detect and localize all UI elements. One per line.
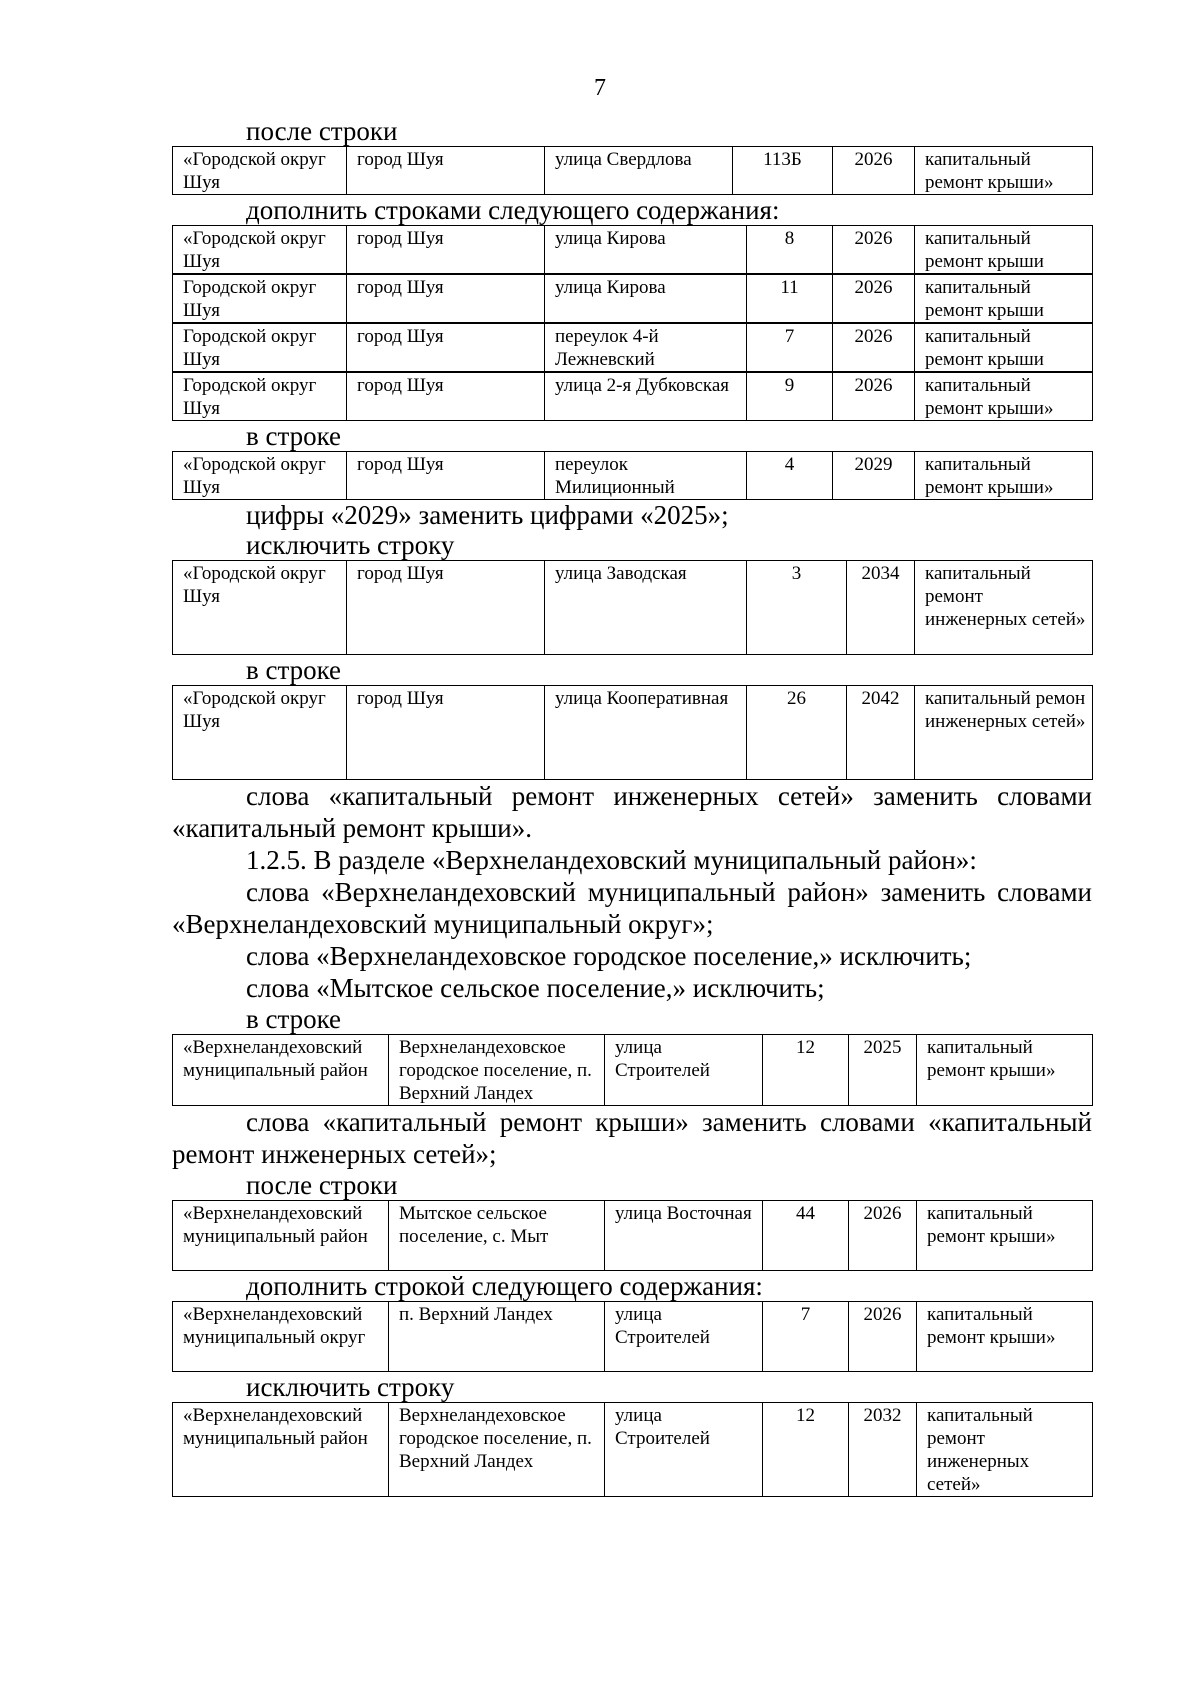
work-type-cell: капитальный ремонт крыши xyxy=(915,324,1093,372)
amendment-paragraph: слова «капитальный ремонт инженерных сетей» заменить словами «капитальный ремонт крыши». xyxy=(172,781,1092,843)
settlement-cell: город Шуя xyxy=(347,452,545,500)
year-cell: 2026 xyxy=(849,1302,917,1372)
work-type-cell: капитальный ремон инженерных сетей» xyxy=(915,686,1093,780)
street-cell: улица Кирова xyxy=(545,275,747,323)
amendment-paragraph: слова «капитальный ремонт крыши» заменить словами «капитальный ремонт инженерных сетей»; xyxy=(172,1107,1092,1169)
house-number-cell: 12 xyxy=(763,1403,849,1497)
work-type-cell: капитальный ремонт инженерных сетей» xyxy=(915,561,1093,655)
work-type-cell: капитальный ремонт крыши xyxy=(915,275,1093,323)
settlement-cell: город Шуя xyxy=(347,147,545,195)
table-row xyxy=(172,1200,1093,1271)
street-cell: улица Строителей xyxy=(605,1035,763,1106)
document-body xyxy=(172,116,1092,1497)
work-type-cell: капитальный ремонт крыши» xyxy=(917,1302,1093,1372)
year-cell: 2026 xyxy=(833,147,915,195)
table-row xyxy=(172,560,1093,655)
year-cell: 2026 xyxy=(833,275,915,323)
municipality-cell: «Городской округ Шуя xyxy=(173,452,347,500)
work-type-cell: капитальный ремонт крыши» xyxy=(915,147,1093,195)
municipality-cell: «Городской округ Шуя xyxy=(173,147,347,195)
year-cell: 2026 xyxy=(833,324,915,372)
settlement-cell: город Шуя xyxy=(347,226,545,274)
house-number-cell: 7 xyxy=(763,1302,849,1372)
year-cell: 2042 xyxy=(847,686,915,780)
year-cell: 2025 xyxy=(849,1035,917,1106)
page-number: 7 xyxy=(594,75,606,101)
table-row xyxy=(172,225,1093,274)
amendment-paragraph: 1.2.5. В разделе «Верхнеландеховский муниципальный район»: xyxy=(246,845,977,875)
table-row xyxy=(172,1402,1093,1497)
year-cell: 2032 xyxy=(849,1403,917,1497)
year-cell: 2026 xyxy=(833,373,915,421)
table-row xyxy=(172,1301,1093,1372)
house-number-cell: 7 xyxy=(747,324,833,372)
amendment-paragraph: слова «Верхнеландеховский муниципальный район» заменить словами «Верхнеландеховский муниципальный округ»; xyxy=(172,877,1092,939)
municipality-cell: «Верхнеландеховский муниципальный район xyxy=(173,1403,389,1497)
instruction-label: дополнить строками следующего содержания: xyxy=(246,195,780,225)
year-cell: 2029 xyxy=(833,452,915,500)
municipality-cell: «Городской округ Шуя xyxy=(173,561,347,655)
settlement-cell: Верхнеландеховское городское поселение, п. Верхний Ландех xyxy=(389,1403,605,1497)
house-number-cell: 44 xyxy=(763,1201,849,1271)
house-number-cell: 4 xyxy=(747,452,833,500)
work-type-cell: капитальный ремонт крыши xyxy=(915,226,1093,274)
street-cell: улица Заводская xyxy=(545,561,747,655)
instruction-label: дополнить строкой следующего содержания: xyxy=(246,1271,763,1301)
instruction-label: в строке xyxy=(246,655,342,685)
instruction-label: цифры «2029» заменить цифрами «2025»; xyxy=(246,500,729,530)
work-type-cell: капитальный ремонт крыши» xyxy=(915,373,1093,421)
work-type-cell: капитальный ремонт крыши» xyxy=(917,1035,1093,1106)
settlement-cell: город Шуя xyxy=(347,373,545,421)
settlement-cell: Мытское сельское поселение, с. Мыт xyxy=(389,1201,605,1271)
table-row xyxy=(172,372,1093,421)
municipality-cell: Городской округ Шуя xyxy=(173,275,347,323)
street-cell: улица Восточная xyxy=(605,1201,763,1271)
table-row xyxy=(172,274,1093,323)
instruction-label: в строке xyxy=(246,421,342,451)
municipality-cell: «Верхнеландеховский муниципальный район xyxy=(173,1201,389,1271)
settlement-cell: Верхнеландеховское городское поселение, п. Верхний Ландех xyxy=(389,1035,605,1106)
amendment-paragraph: слова «Мытское сельское поселение,» исключить; xyxy=(246,973,825,1003)
street-cell: улица Строителей xyxy=(605,1302,763,1372)
settlement-cell: город Шуя xyxy=(347,561,545,655)
street-cell: улица Свердлова xyxy=(545,147,733,195)
street-cell: улица Кооперативная xyxy=(545,686,747,780)
work-type-cell: капитальный ремонт крыши» xyxy=(917,1201,1093,1271)
house-number-cell: 26 xyxy=(747,686,847,780)
municipality-cell: «Городской округ Шуя xyxy=(173,686,347,780)
house-number-cell: 9 xyxy=(747,373,833,421)
house-number-cell: 113Б xyxy=(733,147,833,195)
settlement-cell: город Шуя xyxy=(347,275,545,323)
year-cell: 2026 xyxy=(849,1201,917,1271)
table-row xyxy=(172,1034,1093,1106)
work-type-cell: капитальный ремонт крыши» xyxy=(915,452,1093,500)
municipality-cell: «Верхнеландеховский муниципальный район xyxy=(173,1035,389,1106)
instruction-label: в строке xyxy=(246,1004,342,1034)
municipality-cell: Городской округ Шуя xyxy=(173,324,347,372)
street-cell: улица 2-я Дубковская xyxy=(545,373,747,421)
table-row xyxy=(172,323,1093,372)
year-cell: 2026 xyxy=(833,226,915,274)
house-number-cell: 8 xyxy=(747,226,833,274)
house-number-cell: 12 xyxy=(763,1035,849,1106)
settlement-cell: город Шуя xyxy=(347,686,545,780)
amendment-paragraph: слова «Верхнеландеховское городское поселение,» исключить; xyxy=(246,941,972,971)
instruction-label: после строки xyxy=(246,1170,398,1200)
settlement-cell: п. Верхний Ландех xyxy=(389,1302,605,1372)
house-number-cell: 11 xyxy=(747,275,833,323)
instruction-label: после строки xyxy=(246,116,398,146)
settlement-cell: город Шуя xyxy=(347,324,545,372)
street-cell: улица Кирова xyxy=(545,226,747,274)
year-cell: 2034 xyxy=(847,561,915,655)
table-row xyxy=(172,451,1093,500)
instruction-label: исключить строку xyxy=(246,530,455,560)
street-cell: улица Строителей xyxy=(605,1403,763,1497)
municipality-cell: «Городской округ Шуя xyxy=(173,226,347,274)
municipality-cell: Городской округ Шуя xyxy=(173,373,347,421)
table-row xyxy=(172,685,1093,780)
street-cell: переулок 4-й Лежневский xyxy=(545,324,747,372)
work-type-cell: капитальный ремонт инженерных сетей» xyxy=(917,1403,1093,1497)
street-cell: переулок Милиционный xyxy=(545,452,747,500)
municipality-cell: «Верхнеландеховский муниципальный округ xyxy=(173,1302,389,1372)
table-row xyxy=(172,146,1093,195)
house-number-cell: 3 xyxy=(747,561,847,655)
instruction-label: исключить строку xyxy=(246,1372,455,1402)
